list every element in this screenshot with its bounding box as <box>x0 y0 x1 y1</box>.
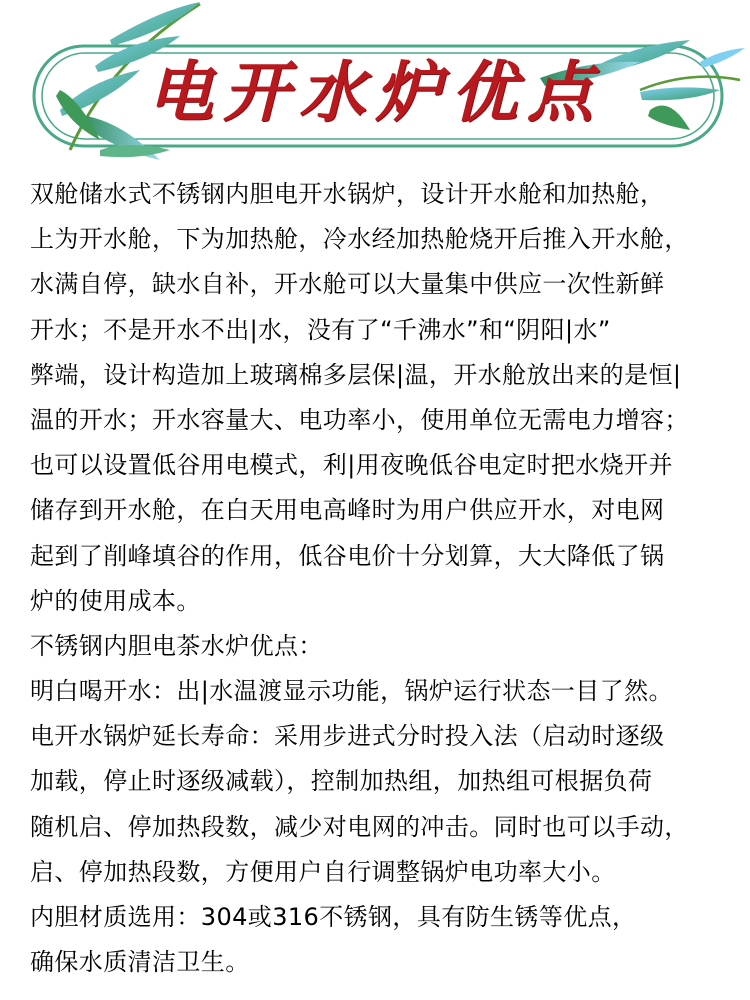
text-line: 也可以设置低谷用电模式，利|用夜晚低谷电定时把水烧开并 <box>30 451 673 480</box>
text-line: 温的开水；开水容量大、电功率小，使用单位无需电力增容； <box>30 405 689 434</box>
page-title: 电开水炉优点 <box>147 53 603 131</box>
section-heading: 不锈钢内胆电茶水炉优点： <box>30 631 323 660</box>
text-line: 上为开水舱，下为加热舱，冷水经加热舱烧开后推入开水舱， <box>30 225 689 254</box>
text-line: 加载，停止时逐级减载），控制加热组，加热组可根据负荷 <box>30 767 653 796</box>
text-line: 储存到开水舱，在白天用电高峰时为用户供应开水，对电网 <box>30 496 665 525</box>
text-line: 启、停加热段数，方便用户自行调整锅炉电功率大小。 <box>30 857 616 886</box>
text-line: 内胆材质选用：304或316不锈钢，具有防生锈等优点， <box>30 903 637 931</box>
article-body <box>30 172 742 985</box>
text-line: 水满自停，缺水自补，开水舱可以大量集中供应一次性新鲜 <box>30 270 665 299</box>
text-line: 确保水质清洁卫生。 <box>30 948 250 977</box>
text-line: 炉的使用成本。 <box>30 586 201 615</box>
text-line: 起到了削峰填谷的作用，低谷电价十分划算，大大降低了锅 <box>30 541 665 570</box>
text-line: 明白喝开水：出|水温渡显示功能，锅炉运行状态一目了然。 <box>30 677 673 706</box>
text-line: 开水；不是开水不出|水，没有了“千沸水”和“阴阳|水” <box>30 315 611 344</box>
text-line: 弊端，设计构造加上玻璃棉多层保|温，开水舱放出来的是恒| <box>30 360 682 389</box>
title-banner <box>0 0 750 168</box>
text-line: 双舱储水式不锈钢内胆电开水锅炉，设计开水舱和加热舱， <box>30 180 665 208</box>
text-line: 电开水锅炉延长寿命：采用步进式分时投入法（启动时逐级 <box>30 722 665 751</box>
text-line: 随机启、停加热段数，减少对电网的冲击。同时也可以手动， <box>30 812 689 841</box>
